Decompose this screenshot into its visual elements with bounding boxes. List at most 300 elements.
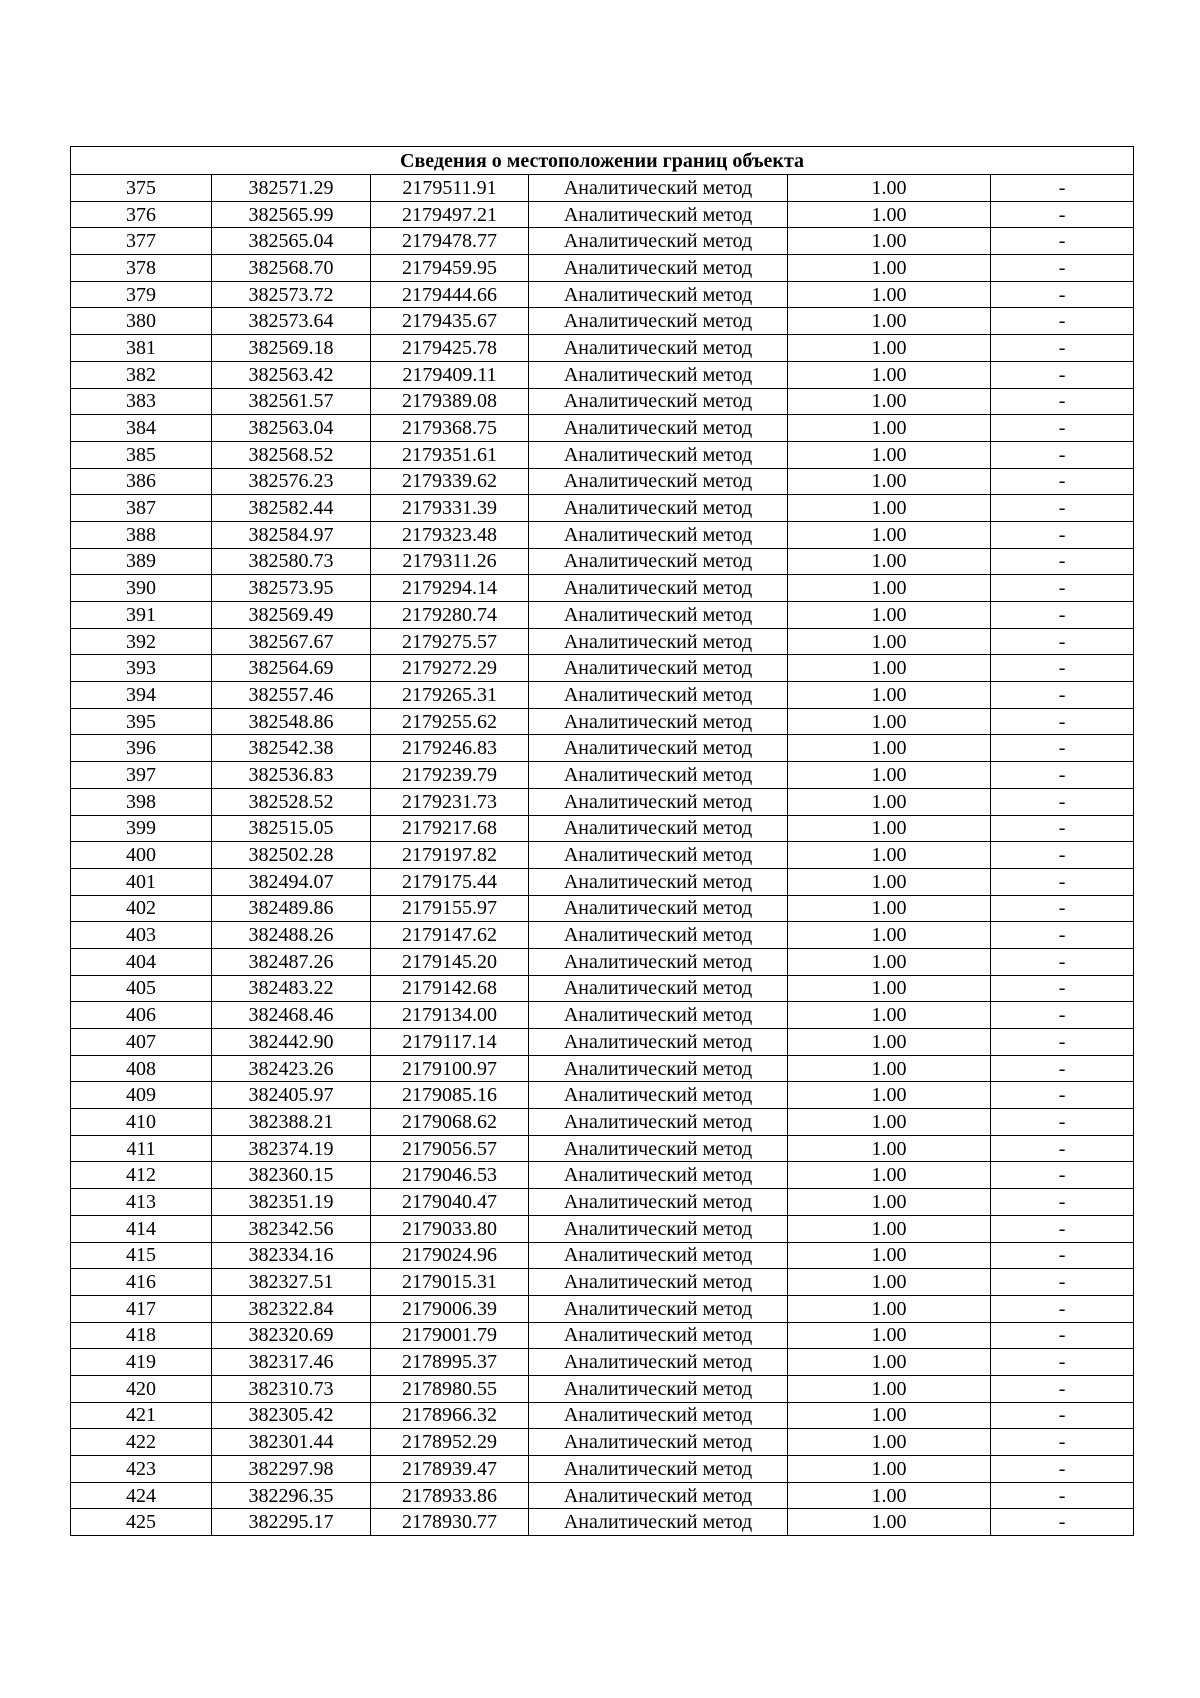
y-coordinate-cell: 2179068.62 xyxy=(371,1109,529,1136)
accuracy-cell: 1.00 xyxy=(788,1295,991,1322)
table-row xyxy=(71,1269,1134,1296)
y-coordinate-cell: 2179275.57 xyxy=(371,628,529,655)
method-cell: Аналитический метод xyxy=(529,1375,788,1402)
y-coordinate-cell: 2179040.47 xyxy=(371,1189,529,1216)
method-cell: Аналитический метод xyxy=(529,975,788,1002)
y-coordinate-cell: 2178939.47 xyxy=(371,1456,529,1483)
table-row xyxy=(71,468,1134,495)
table-row xyxy=(71,228,1134,255)
accuracy-cell: 1.00 xyxy=(788,1029,991,1056)
x-coordinate-cell: 382388.21 xyxy=(212,1109,371,1136)
point-number-cell: 401 xyxy=(71,868,212,895)
description-cell: - xyxy=(991,1135,1134,1162)
point-number-cell: 411 xyxy=(71,1135,212,1162)
description-cell: - xyxy=(991,335,1134,362)
y-coordinate-cell: 2178933.86 xyxy=(371,1482,529,1509)
table-row xyxy=(71,975,1134,1002)
y-coordinate-cell: 2179085.16 xyxy=(371,1082,529,1109)
point-number-cell: 389 xyxy=(71,548,212,575)
description-cell: - xyxy=(991,735,1134,762)
table-row xyxy=(71,281,1134,308)
table-row xyxy=(71,575,1134,602)
description-cell: - xyxy=(991,281,1134,308)
y-coordinate-cell: 2179511.91 xyxy=(371,175,529,202)
accuracy-cell: 1.00 xyxy=(788,495,991,522)
accuracy-cell: 1.00 xyxy=(788,895,991,922)
point-number-cell: 395 xyxy=(71,708,212,735)
accuracy-cell: 1.00 xyxy=(788,175,991,202)
x-coordinate-cell: 382322.84 xyxy=(212,1295,371,1322)
table-row xyxy=(71,762,1134,789)
accuracy-cell: 1.00 xyxy=(788,1215,991,1242)
y-coordinate-cell: 2179435.67 xyxy=(371,308,529,335)
point-number-cell: 400 xyxy=(71,842,212,869)
accuracy-cell: 1.00 xyxy=(788,602,991,629)
accuracy-cell: 1.00 xyxy=(788,922,991,949)
point-number-cell: 393 xyxy=(71,655,212,682)
accuracy-cell: 1.00 xyxy=(788,228,991,255)
x-coordinate-cell: 382489.86 xyxy=(212,895,371,922)
method-cell: Аналитический метод xyxy=(529,655,788,682)
boundary-coordinates-table xyxy=(70,146,1134,1536)
method-cell: Аналитический метод xyxy=(529,175,788,202)
table-row xyxy=(71,948,1134,975)
accuracy-cell: 1.00 xyxy=(788,1509,991,1536)
table-row xyxy=(71,1135,1134,1162)
description-cell: - xyxy=(991,762,1134,789)
y-coordinate-cell: 2179145.20 xyxy=(371,948,529,975)
description-cell: - xyxy=(991,1082,1134,1109)
table-row xyxy=(71,1029,1134,1056)
point-number-cell: 379 xyxy=(71,281,212,308)
table-row xyxy=(71,895,1134,922)
accuracy-cell: 1.00 xyxy=(788,1109,991,1136)
y-coordinate-cell: 2179311.26 xyxy=(371,548,529,575)
y-coordinate-cell: 2179459.95 xyxy=(371,255,529,282)
y-coordinate-cell: 2179147.62 xyxy=(371,922,529,949)
method-cell: Аналитический метод xyxy=(529,628,788,655)
y-coordinate-cell: 2179217.68 xyxy=(371,815,529,842)
point-number-cell: 377 xyxy=(71,228,212,255)
x-coordinate-cell: 382301.44 xyxy=(212,1429,371,1456)
table-body xyxy=(71,147,1134,1536)
x-coordinate-cell: 382487.26 xyxy=(212,948,371,975)
table-row xyxy=(71,388,1134,415)
description-cell: - xyxy=(991,441,1134,468)
table-row xyxy=(71,1375,1134,1402)
method-cell: Аналитический метод xyxy=(529,1055,788,1082)
x-coordinate-cell: 382567.67 xyxy=(212,628,371,655)
accuracy-cell: 1.00 xyxy=(788,1242,991,1269)
description-cell: - xyxy=(991,1482,1134,1509)
x-coordinate-cell: 382561.57 xyxy=(212,388,371,415)
accuracy-cell: 1.00 xyxy=(788,735,991,762)
y-coordinate-cell: 2179006.39 xyxy=(371,1295,529,1322)
table-row xyxy=(71,175,1134,202)
y-coordinate-cell: 2179046.53 xyxy=(371,1162,529,1189)
x-coordinate-cell: 382571.29 xyxy=(212,175,371,202)
x-coordinate-cell: 382494.07 xyxy=(212,868,371,895)
accuracy-cell: 1.00 xyxy=(788,1482,991,1509)
method-cell: Аналитический метод xyxy=(529,682,788,709)
method-cell: Аналитический метод xyxy=(529,228,788,255)
point-number-cell: 407 xyxy=(71,1029,212,1056)
x-coordinate-cell: 382502.28 xyxy=(212,842,371,869)
x-coordinate-cell: 382542.38 xyxy=(212,735,371,762)
table-row xyxy=(71,1456,1134,1483)
accuracy-cell: 1.00 xyxy=(788,655,991,682)
method-cell: Аналитический метод xyxy=(529,1135,788,1162)
table-row xyxy=(71,1055,1134,1082)
description-cell: - xyxy=(991,1215,1134,1242)
y-coordinate-cell: 2179117.14 xyxy=(371,1029,529,1056)
x-coordinate-cell: 382488.26 xyxy=(212,922,371,949)
method-cell: Аналитический метод xyxy=(529,521,788,548)
table-row xyxy=(71,548,1134,575)
accuracy-cell: 1.00 xyxy=(788,708,991,735)
method-cell: Аналитический метод xyxy=(529,1509,788,1536)
point-number-cell: 410 xyxy=(71,1109,212,1136)
description-cell: - xyxy=(991,308,1134,335)
accuracy-cell: 1.00 xyxy=(788,468,991,495)
table-row xyxy=(71,1429,1134,1456)
table-row xyxy=(71,922,1134,949)
x-coordinate-cell: 382342.56 xyxy=(212,1215,371,1242)
method-cell: Аналитический метод xyxy=(529,1082,788,1109)
point-number-cell: 416 xyxy=(71,1269,212,1296)
table-row xyxy=(71,1349,1134,1376)
accuracy-cell: 1.00 xyxy=(788,281,991,308)
point-number-cell: 386 xyxy=(71,468,212,495)
table-row xyxy=(71,308,1134,335)
accuracy-cell: 1.00 xyxy=(788,628,991,655)
method-cell: Аналитический метод xyxy=(529,281,788,308)
x-coordinate-cell: 382584.97 xyxy=(212,521,371,548)
x-coordinate-cell: 382564.69 xyxy=(212,655,371,682)
accuracy-cell: 1.00 xyxy=(788,815,991,842)
y-coordinate-cell: 2179239.79 xyxy=(371,762,529,789)
table-row xyxy=(71,1002,1134,1029)
point-number-cell: 385 xyxy=(71,441,212,468)
y-coordinate-cell: 2178930.77 xyxy=(371,1509,529,1536)
y-coordinate-cell: 2178980.55 xyxy=(371,1375,529,1402)
method-cell: Аналитический метод xyxy=(529,1109,788,1136)
method-cell: Аналитический метод xyxy=(529,948,788,975)
description-cell: - xyxy=(991,1429,1134,1456)
table-row xyxy=(71,602,1134,629)
accuracy-cell: 1.00 xyxy=(788,308,991,335)
table-row xyxy=(71,655,1134,682)
y-coordinate-cell: 2179339.62 xyxy=(371,468,529,495)
point-number-cell: 413 xyxy=(71,1189,212,1216)
y-coordinate-cell: 2179175.44 xyxy=(371,868,529,895)
accuracy-cell: 1.00 xyxy=(788,1055,991,1082)
description-cell: - xyxy=(991,1322,1134,1349)
accuracy-cell: 1.00 xyxy=(788,1375,991,1402)
description-cell: - xyxy=(991,1509,1134,1536)
y-coordinate-cell: 2179331.39 xyxy=(371,495,529,522)
point-number-cell: 421 xyxy=(71,1402,212,1429)
point-number-cell: 425 xyxy=(71,1509,212,1536)
accuracy-cell: 1.00 xyxy=(788,1456,991,1483)
x-coordinate-cell: 382297.98 xyxy=(212,1456,371,1483)
accuracy-cell: 1.00 xyxy=(788,1349,991,1376)
point-number-cell: 409 xyxy=(71,1082,212,1109)
accuracy-cell: 1.00 xyxy=(788,521,991,548)
point-number-cell: 404 xyxy=(71,948,212,975)
x-coordinate-cell: 382327.51 xyxy=(212,1269,371,1296)
table-row xyxy=(71,1509,1134,1536)
x-coordinate-cell: 382580.73 xyxy=(212,548,371,575)
table-row xyxy=(71,682,1134,709)
x-coordinate-cell: 382569.49 xyxy=(212,602,371,629)
accuracy-cell: 1.00 xyxy=(788,1189,991,1216)
table-row xyxy=(71,1402,1134,1429)
point-number-cell: 381 xyxy=(71,335,212,362)
method-cell: Аналитический метод xyxy=(529,1269,788,1296)
method-cell: Аналитический метод xyxy=(529,762,788,789)
y-coordinate-cell: 2179024.96 xyxy=(371,1242,529,1269)
method-cell: Аналитический метод xyxy=(529,388,788,415)
description-cell: - xyxy=(991,1109,1134,1136)
x-coordinate-cell: 382483.22 xyxy=(212,975,371,1002)
method-cell: Аналитический метод xyxy=(529,602,788,629)
y-coordinate-cell: 2179265.31 xyxy=(371,682,529,709)
y-coordinate-cell: 2178995.37 xyxy=(371,1349,529,1376)
point-number-cell: 382 xyxy=(71,361,212,388)
y-coordinate-cell: 2179155.97 xyxy=(371,895,529,922)
point-number-cell: 383 xyxy=(71,388,212,415)
table-row xyxy=(71,201,1134,228)
description-cell: - xyxy=(991,228,1134,255)
accuracy-cell: 1.00 xyxy=(788,1322,991,1349)
x-coordinate-cell: 382310.73 xyxy=(212,1375,371,1402)
point-number-cell: 391 xyxy=(71,602,212,629)
method-cell: Аналитический метод xyxy=(529,1295,788,1322)
y-coordinate-cell: 2178952.29 xyxy=(371,1429,529,1456)
x-coordinate-cell: 382295.17 xyxy=(212,1509,371,1536)
point-number-cell: 390 xyxy=(71,575,212,602)
y-coordinate-cell: 2179444.66 xyxy=(371,281,529,308)
x-coordinate-cell: 382582.44 xyxy=(212,495,371,522)
point-number-cell: 384 xyxy=(71,415,212,442)
table-row xyxy=(71,708,1134,735)
point-number-cell: 375 xyxy=(71,175,212,202)
y-coordinate-cell: 2179231.73 xyxy=(371,788,529,815)
description-cell: - xyxy=(991,468,1134,495)
y-coordinate-cell: 2179497.21 xyxy=(371,201,529,228)
x-coordinate-cell: 382569.18 xyxy=(212,335,371,362)
y-coordinate-cell: 2179351.61 xyxy=(371,441,529,468)
x-coordinate-cell: 382405.97 xyxy=(212,1082,371,1109)
method-cell: Аналитический метод xyxy=(529,708,788,735)
x-coordinate-cell: 382573.64 xyxy=(212,308,371,335)
accuracy-cell: 1.00 xyxy=(788,682,991,709)
description-cell: - xyxy=(991,895,1134,922)
x-coordinate-cell: 382565.04 xyxy=(212,228,371,255)
y-coordinate-cell: 2179015.31 xyxy=(371,1269,529,1296)
method-cell: Аналитический метод xyxy=(529,575,788,602)
method-cell: Аналитический метод xyxy=(529,735,788,762)
description-cell: - xyxy=(991,682,1134,709)
description-cell: - xyxy=(991,1375,1134,1402)
table-row xyxy=(71,361,1134,388)
description-cell: - xyxy=(991,1189,1134,1216)
description-cell: - xyxy=(991,1456,1134,1483)
method-cell: Аналитический метод xyxy=(529,1349,788,1376)
x-coordinate-cell: 382360.15 xyxy=(212,1162,371,1189)
table-row xyxy=(71,842,1134,869)
x-coordinate-cell: 382573.72 xyxy=(212,281,371,308)
accuracy-cell: 1.00 xyxy=(788,335,991,362)
point-number-cell: 420 xyxy=(71,1375,212,1402)
accuracy-cell: 1.00 xyxy=(788,361,991,388)
y-coordinate-cell: 2179255.62 xyxy=(371,708,529,735)
accuracy-cell: 1.00 xyxy=(788,975,991,1002)
description-cell: - xyxy=(991,388,1134,415)
x-coordinate-cell: 382563.04 xyxy=(212,415,371,442)
accuracy-cell: 1.00 xyxy=(788,788,991,815)
x-coordinate-cell: 382317.46 xyxy=(212,1349,371,1376)
y-coordinate-cell: 2179134.00 xyxy=(371,1002,529,1029)
point-number-cell: 418 xyxy=(71,1322,212,1349)
y-coordinate-cell: 2179294.14 xyxy=(371,575,529,602)
description-cell: - xyxy=(991,1402,1134,1429)
y-coordinate-cell: 2179272.29 xyxy=(371,655,529,682)
x-coordinate-cell: 382374.19 xyxy=(212,1135,371,1162)
method-cell: Аналитический метод xyxy=(529,868,788,895)
table-row xyxy=(71,628,1134,655)
point-number-cell: 419 xyxy=(71,1349,212,1376)
y-coordinate-cell: 2179323.48 xyxy=(371,521,529,548)
point-number-cell: 415 xyxy=(71,1242,212,1269)
x-coordinate-cell: 382573.95 xyxy=(212,575,371,602)
method-cell: Аналитический метод xyxy=(529,815,788,842)
y-coordinate-cell: 2179142.68 xyxy=(371,975,529,1002)
point-number-cell: 403 xyxy=(71,922,212,949)
method-cell: Аналитический метод xyxy=(529,1242,788,1269)
method-cell: Аналитический метод xyxy=(529,895,788,922)
description-cell: - xyxy=(991,602,1134,629)
table-row xyxy=(71,868,1134,895)
description-cell: - xyxy=(991,495,1134,522)
y-coordinate-cell: 2178966.32 xyxy=(371,1402,529,1429)
point-number-cell: 408 xyxy=(71,1055,212,1082)
accuracy-cell: 1.00 xyxy=(788,1269,991,1296)
x-coordinate-cell: 382568.52 xyxy=(212,441,371,468)
table-row xyxy=(71,1482,1134,1509)
method-cell: Аналитический метод xyxy=(529,1162,788,1189)
x-coordinate-cell: 382536.83 xyxy=(212,762,371,789)
description-cell: - xyxy=(991,575,1134,602)
y-coordinate-cell: 2179425.78 xyxy=(371,335,529,362)
x-coordinate-cell: 382351.19 xyxy=(212,1189,371,1216)
point-number-cell: 422 xyxy=(71,1429,212,1456)
x-coordinate-cell: 382423.26 xyxy=(212,1055,371,1082)
description-cell: - xyxy=(991,255,1134,282)
x-coordinate-cell: 382515.05 xyxy=(212,815,371,842)
description-cell: - xyxy=(991,1269,1134,1296)
description-cell: - xyxy=(991,1002,1134,1029)
table-row xyxy=(71,1322,1134,1349)
method-cell: Аналитический метод xyxy=(529,1029,788,1056)
x-coordinate-cell: 382305.42 xyxy=(212,1402,371,1429)
x-coordinate-cell: 382548.86 xyxy=(212,708,371,735)
accuracy-cell: 1.00 xyxy=(788,388,991,415)
point-number-cell: 398 xyxy=(71,788,212,815)
table-row xyxy=(71,1109,1134,1136)
method-cell: Аналитический метод xyxy=(529,1429,788,1456)
accuracy-cell: 1.00 xyxy=(788,842,991,869)
description-cell: - xyxy=(991,1242,1134,1269)
method-cell: Аналитический метод xyxy=(529,361,788,388)
x-coordinate-cell: 382568.70 xyxy=(212,255,371,282)
table-row xyxy=(71,1295,1134,1322)
y-coordinate-cell: 2179197.82 xyxy=(371,842,529,869)
table-row xyxy=(71,1162,1134,1189)
accuracy-cell: 1.00 xyxy=(788,255,991,282)
y-coordinate-cell: 2179409.11 xyxy=(371,361,529,388)
point-number-cell: 417 xyxy=(71,1295,212,1322)
accuracy-cell: 1.00 xyxy=(788,1429,991,1456)
method-cell: Аналитический метод xyxy=(529,1322,788,1349)
x-coordinate-cell: 382557.46 xyxy=(212,682,371,709)
table-row xyxy=(71,1189,1134,1216)
description-cell: - xyxy=(991,1295,1134,1322)
y-coordinate-cell: 2179056.57 xyxy=(371,1135,529,1162)
table-row xyxy=(71,495,1134,522)
method-cell: Аналитический метод xyxy=(529,495,788,522)
y-coordinate-cell: 2179001.79 xyxy=(371,1322,529,1349)
x-coordinate-cell: 382468.46 xyxy=(212,1002,371,1029)
point-number-cell: 388 xyxy=(71,521,212,548)
description-cell: - xyxy=(991,815,1134,842)
description-cell: - xyxy=(991,868,1134,895)
accuracy-cell: 1.00 xyxy=(788,548,991,575)
method-cell: Аналитический метод xyxy=(529,548,788,575)
description-cell: - xyxy=(991,948,1134,975)
y-coordinate-cell: 2179389.08 xyxy=(371,388,529,415)
description-cell: - xyxy=(991,788,1134,815)
point-number-cell: 405 xyxy=(71,975,212,1002)
y-coordinate-cell: 2179280.74 xyxy=(371,602,529,629)
method-cell: Аналитический метод xyxy=(529,255,788,282)
description-cell: - xyxy=(991,1349,1134,1376)
x-coordinate-cell: 382563.42 xyxy=(212,361,371,388)
method-cell: Аналитический метод xyxy=(529,842,788,869)
accuracy-cell: 1.00 xyxy=(788,762,991,789)
method-cell: Аналитический метод xyxy=(529,1456,788,1483)
x-coordinate-cell: 382576.23 xyxy=(212,468,371,495)
x-coordinate-cell: 382296.35 xyxy=(212,1482,371,1509)
accuracy-cell: 1.00 xyxy=(788,1402,991,1429)
description-cell: - xyxy=(991,201,1134,228)
method-cell: Аналитический метод xyxy=(529,788,788,815)
description-cell: - xyxy=(991,361,1134,388)
point-number-cell: 380 xyxy=(71,308,212,335)
description-cell: - xyxy=(991,655,1134,682)
y-coordinate-cell: 2179246.83 xyxy=(371,735,529,762)
description-cell: - xyxy=(991,175,1134,202)
description-cell: - xyxy=(991,842,1134,869)
description-cell: - xyxy=(991,415,1134,442)
description-cell: - xyxy=(991,922,1134,949)
point-number-cell: 423 xyxy=(71,1456,212,1483)
description-cell: - xyxy=(991,1029,1134,1056)
table-title-row xyxy=(71,147,1134,175)
x-coordinate-cell: 382565.99 xyxy=(212,201,371,228)
method-cell: Аналитический метод xyxy=(529,415,788,442)
